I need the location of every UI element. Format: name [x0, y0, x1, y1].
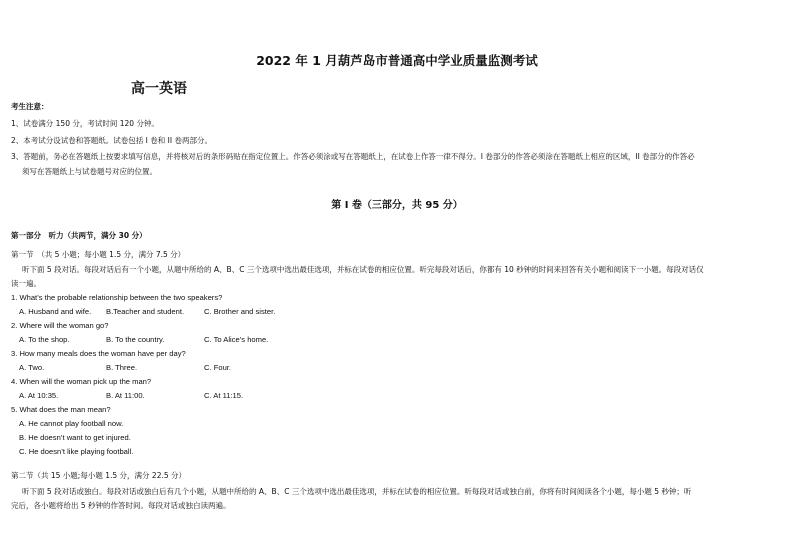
- question-5-option-a: A. He cannot play football now.: [19, 419, 124, 428]
- question-4-option-b: B. At 11:00.: [106, 391, 145, 400]
- section2-instruction: 听下面 5 段对话或独白。每段对话或独白后有几个小题，从题中所给的 A、B、C 三个选项中选出最佳选项，并标在试卷的相应位置。听每段对话或独白前，你将有时间阅读各个小题，每小题 5 秒钟；听: [22, 487, 692, 496]
- exam-title: 2022 年 1 月葫芦岛市普通高中学业质量监测考试: [256, 53, 538, 68]
- question-4-option-a: A. At 10:35.: [19, 391, 59, 400]
- notice-item: 2、本考试分设试卷和答题纸。试卷包括 I 卷和 II 卷两部分。: [11, 136, 212, 145]
- exam-subject: 高一英语: [131, 81, 187, 97]
- question-2-option-a: A. To the shop.: [19, 335, 70, 344]
- question-2: 2. Where will the woman go?: [11, 321, 109, 330]
- notice-item-continued: 须写在答题纸上与试卷题号对应的位置。: [22, 167, 157, 176]
- volume1-title: 第 I 卷（三部分，共 95 分）: [331, 200, 463, 211]
- question-2-option-b: B. To the country.: [106, 335, 165, 344]
- section2-heading: 第二节（共 15 小题;每小题 1.5 分，满分 22.5 分）: [11, 471, 187, 480]
- question-4: 4. When will the woman pick up the man?: [11, 377, 152, 386]
- section2-instruction-continued: 完后，各小题将给出 5 秒钟的作答时间。每段对话或独白读两遍。: [11, 501, 231, 510]
- notice-heading: 考生注意：: [11, 102, 49, 111]
- question-3: 3. How many meals does the woman have per day?: [11, 349, 186, 358]
- question-5: 5. What does the man mean?: [11, 405, 111, 414]
- question-3-option-c: C. Four.: [204, 363, 232, 372]
- question-1: 1. What’s the probable relationship between the two speakers?: [11, 293, 223, 302]
- question-1-option-a: A. Husband and wife.: [19, 307, 92, 316]
- question-3-option-b: B. Three.: [106, 363, 138, 372]
- section1-heading: 第一节 （共 5 小题；每小题 1.5 分，满分 7.5 分）: [11, 250, 186, 259]
- section1-instruction: 听下面 5 段对话。每段对话后有一个小题，从题中所给的 A、B、C 三个选项中选出最佳选项，并标在试卷的相应位置。听完每段对话后，你都有 10 秒钟的时间来回答有关小题和阅读下一小题。每段对话仅: [22, 265, 704, 274]
- section1-instruction-continued: 读一遍。: [11, 279, 41, 288]
- question-1-option-c: C. Brother and sister.: [204, 307, 276, 316]
- notice-item: 1、试卷满分 150 分，考试时间 120 分钟。: [11, 119, 159, 128]
- question-4-option-c: C. At 11:15.: [204, 391, 244, 400]
- question-5-option-c: C. He doesn’t like playing football.: [19, 447, 134, 456]
- question-2-option-c: C. To Alice’s home.: [204, 335, 269, 344]
- notice-item: 3、答题前，务必在答题纸上按要求填写信息，并将核对后的条形码贴在指定位置上。作答必须涂或写在答题纸上，在试卷上作答一律不得分。I 卷部分的作答必须涂在答题纸上相应的区域，II 卷部分的作答必: [11, 152, 695, 161]
- question-3-option-a: A. Two.: [19, 363, 45, 372]
- part1-heading: 第一部分 听力（共两节，满分 30 分）: [11, 231, 147, 240]
- question-1-option-b: B.Teacher and student.: [106, 307, 185, 316]
- question-5-option-b: B. He doesn’t want to get injured.: [19, 433, 131, 442]
